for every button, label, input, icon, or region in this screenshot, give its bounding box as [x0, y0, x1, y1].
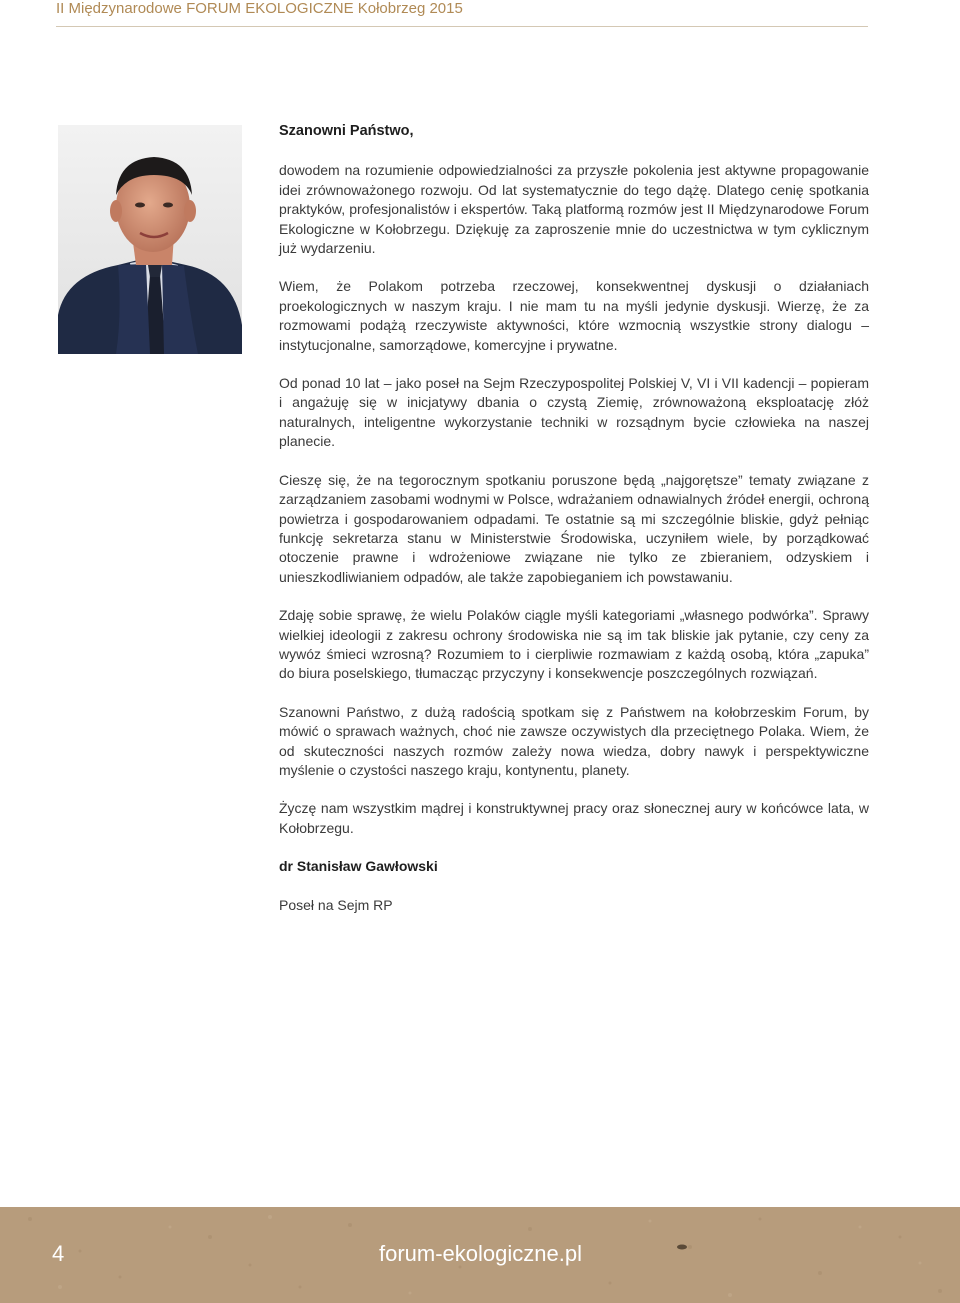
signature-role: Poseł na Sejm RP	[279, 896, 393, 913]
letter-paragraph: dowodem na rozumienie odpowiedzialności za przyszłe pokolenia jest aktywne propagowanie idei zrównoważonego rozwoju. Od lat systematycznie do tego dążę. Dlatego cenię spotkania praktyków, profesjonalistów i ekspertów. Taką platformą rozmów jest II Międzynarodowe Forum Ekologiczne w Kołobrzegu. Dziękuję za zaproszenie mnie do uczestnictwa w tym cyklicznym już wydarzeniu.	[279, 162, 869, 257]
page-number: 4	[52, 1241, 65, 1266]
letter-paragraph: Cieszę się, że na tegorocznym spotkaniu poruszone będą „najgorętsze” tematy związane z zarządzaniem zasobami wodnymi w Polsce, wdrażaniem odnawialnych źródeł energii, ochroną powietrza i gospodarowaniem odpadami. Te ostatnie są mi szczególnie bliskie, gdyż pełniąc funkcję sekretarza stanu w Ministerstwie Środowiska, uczyniłem wiele, by porządkować otoczenie prawne i wdrożeniowe związane nie tylko ze zbieraniem, odzyskiem i unieszkodliwianiem odpadów, ale także zapobieganiem ich powstawaniu.	[279, 471, 869, 585]
letter-paragraph: Życzę nam wszystkim mądrej i konstruktywnej pracy oraz słonecznej aury w końcówce lata, w Kołobrzegu.	[279, 800, 869, 836]
header-title: II Międzynarodowe FORUM EKOLOGICZNE Kołobrzeg 2015	[56, 0, 463, 17]
page-header	[56, 0, 868, 27]
letter-paragraph: Zdaję sobie sprawę, że wielu Polaków ciągle myśli kategoriami „własnego podwórka”. Sprawy wielkiej ideologii z zakresu ochrony środowiska nie są im tak bliskie jak pytanie, czy ceny za wywóz śmieci wzrosną? Rozumiem to i cierpliwie rozmawiam z każdą osobą, która „zapuka” do biura poselskiego, tłumacząc przyczyny i konsekwencje poszczególnych rozwiązań.	[279, 607, 869, 682]
letter-paragraph: Wiem, że Polakom potrzeba rzeczowej, konsekwentnej dyskusji o działaniach proekologicznych w naszym kraju. I nie mam tu na myśli jedynie dyskusji. Wierzę, że za rozmowami podążą rzeczywiste aktywności, które wzmocnią wszystkie strony dialogu – instytucjonalne, samorządowe, komercyjne i prywatne.	[279, 278, 869, 353]
letter-body	[279, 122, 869, 934]
author-portrait	[58, 125, 242, 354]
letter-paragraph: Szanowni Państwo, z dużą radością spotkam się z Państwem na kołobrzeskim Forum, by mówić o sprawach ważnych, choć nie zawsze oczywistych dla przeciętnego Polaka. Wiem, że od skuteczności naszych rozmów zależy nowa wiedza, dobry nawyk i perspektywiczne myślenie o czystości naszego kraju, kontynentu, planety.	[279, 703, 869, 778]
page-footer	[0, 1207, 960, 1303]
letter-greeting: Szanowni Państwo,	[279, 123, 414, 139]
letter-paragraph: Od ponad 10 lat – jako poseł na Sejm Rzeczypospolitej Polskiej V, VI i VII kadencji – popieram i angażuję się w inicjatywy dbania o czystą Ziemię, zrównoważoną eksploatację złóż naturalnych, inteligentne wykorzystanie techniki w rozsądnym bycie człowieka na naszej planecie.	[279, 375, 869, 450]
signature-name: dr Stanisław Gawłowski	[279, 858, 438, 875]
footer-website: forum-ekologiczne.pl	[379, 1241, 582, 1266]
